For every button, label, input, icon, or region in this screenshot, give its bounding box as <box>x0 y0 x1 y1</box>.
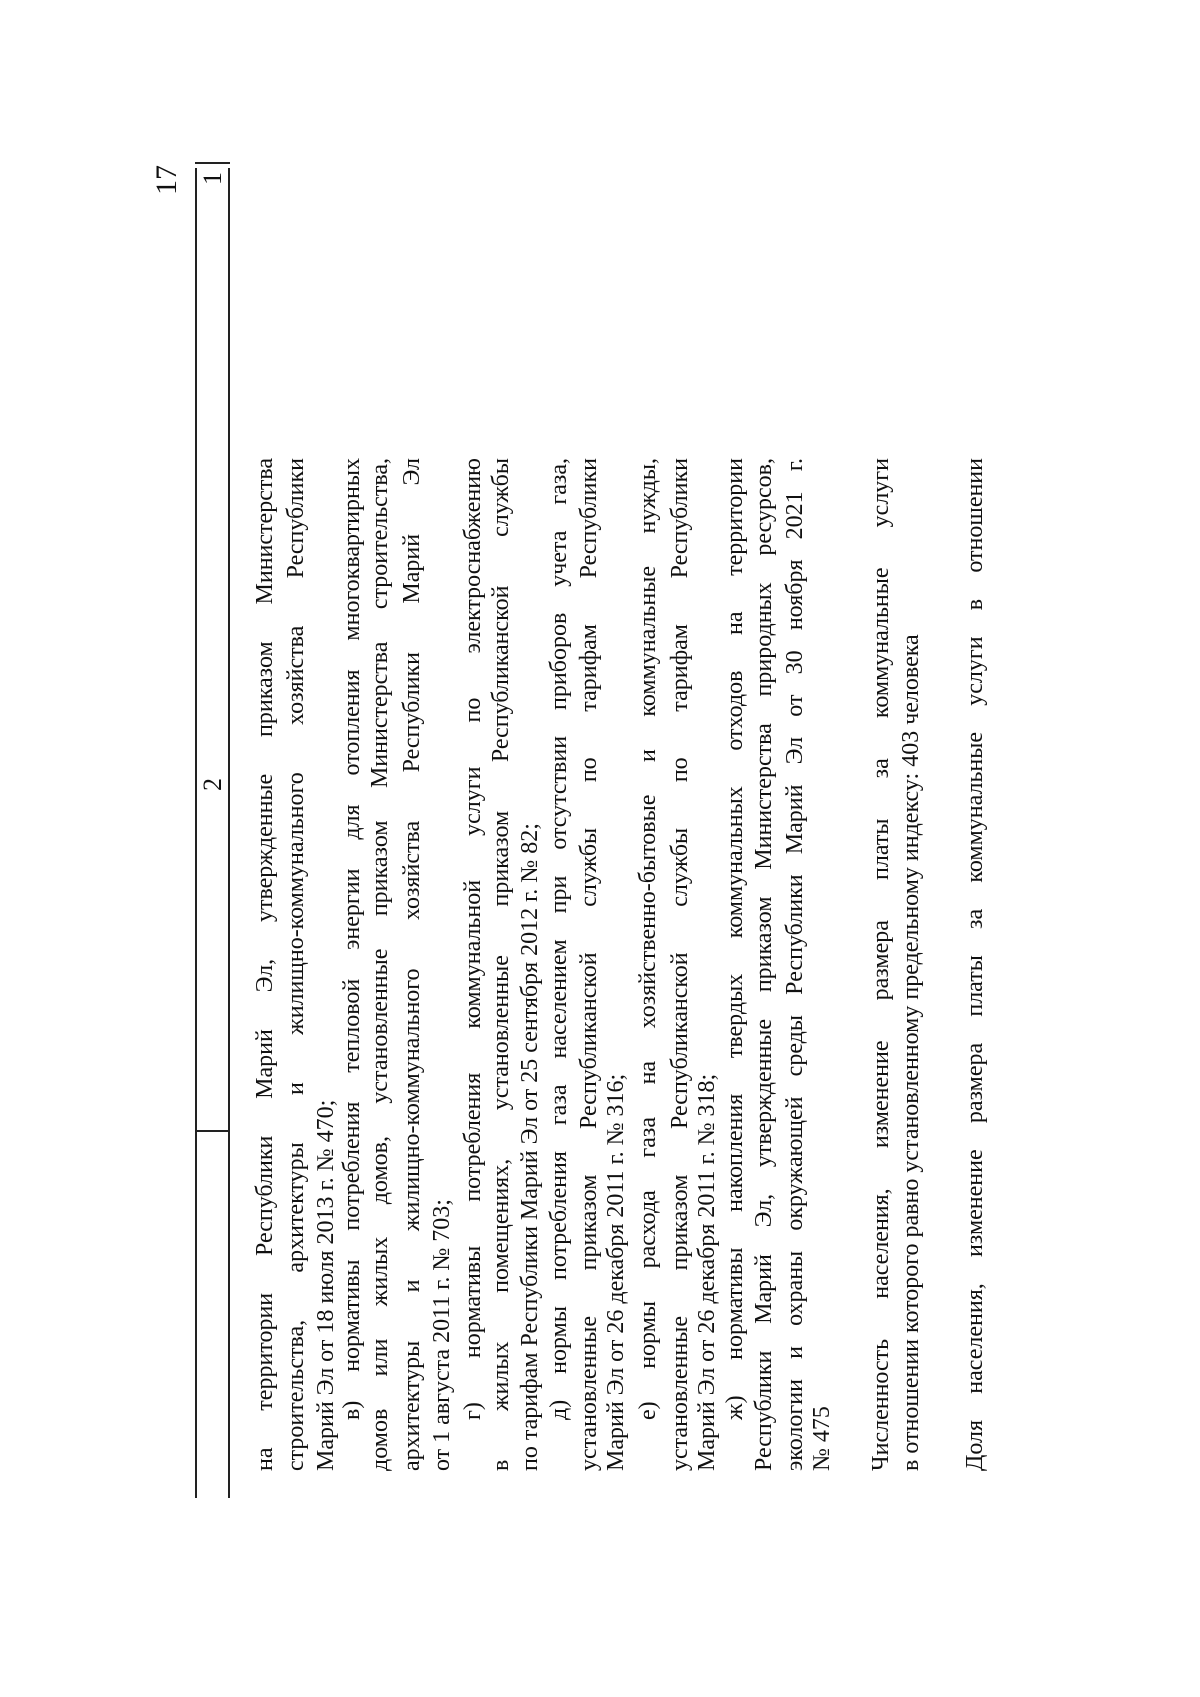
text-line: в) нормативы потребления тепловой энергии для отопления многоквартирных <box>339 458 365 1420</box>
text-line: в отношении которого равно установленному предельному индексу: 403 человека <box>898 634 924 1471</box>
text-line: на территории Республики Марий Эл, утвержденные приказом Министерства <box>252 458 278 1471</box>
text-line: е) нормы расхода газа на хозяйственно-бытовые и коммунальные нужды, <box>635 458 661 1420</box>
text-line: Численность населения, изменение размера платы за коммунальные услуги <box>868 458 894 1471</box>
text-line: от 1 августа 2011 г. № 703; <box>429 1199 455 1471</box>
text-line: Марий Эл от 26 декабря 2011 г. № 316; <box>603 1073 629 1471</box>
text-line: домов или жилых домов, установленные приказом Министерства строительства, <box>367 458 393 1471</box>
page-number: 17 <box>150 165 183 195</box>
text-line: № 475 <box>809 1406 835 1471</box>
text-line: ж) нормативы накопления твердых коммунальных отходов на территории <box>722 458 748 1420</box>
text-line: архитектуры и жилищно-коммунального хозяйства Республики Марий Эл <box>399 458 425 1471</box>
text-line: установленные приказом Республиканской службы по тарифам Республики <box>576 458 602 1471</box>
column-header-1: 1 <box>198 172 227 185</box>
text-line: г) нормативы потребления коммунальной услуги по электроснабжению <box>460 458 486 1420</box>
text-line: установленные приказом Республиканской службы по тарифам Республики <box>667 458 693 1471</box>
table-top-rule <box>195 168 197 1498</box>
table-header-rule <box>228 168 230 1498</box>
table-column-divider <box>195 162 230 164</box>
column-header-2: 2 <box>198 778 227 791</box>
table-column-divider <box>195 1130 230 1132</box>
text-line: Марий Эл от 26 декабря 2011 г. № 318; <box>694 1073 720 1471</box>
text-line: экологии и охраны окружающей среды Республики Марий Эл от 30 ноября 2021 г. <box>782 458 808 1471</box>
text-line: д) нормы потребления газа населением при отсутствии приборов учета газа, <box>546 458 572 1420</box>
text-line: Доля населения, изменение размера платы за коммунальные услуги в отношении <box>962 458 988 1471</box>
text-line: Республики Марий Эл, утвержденные приказом Министерства природных ресурсов, <box>751 458 777 1471</box>
text-line: строительства, архитектуры и жилищно-коммунального хозяйства Республики <box>283 458 309 1471</box>
text-line: в жилых помещениях, установленные приказом Республиканской службы <box>488 458 514 1471</box>
text-line: Марий Эл от 18 июля 2013 г. № 470; <box>313 1099 339 1471</box>
text-line: по тарифам Республики Марий Эл от 25 сентября 2012 г. № 82; <box>517 823 543 1471</box>
